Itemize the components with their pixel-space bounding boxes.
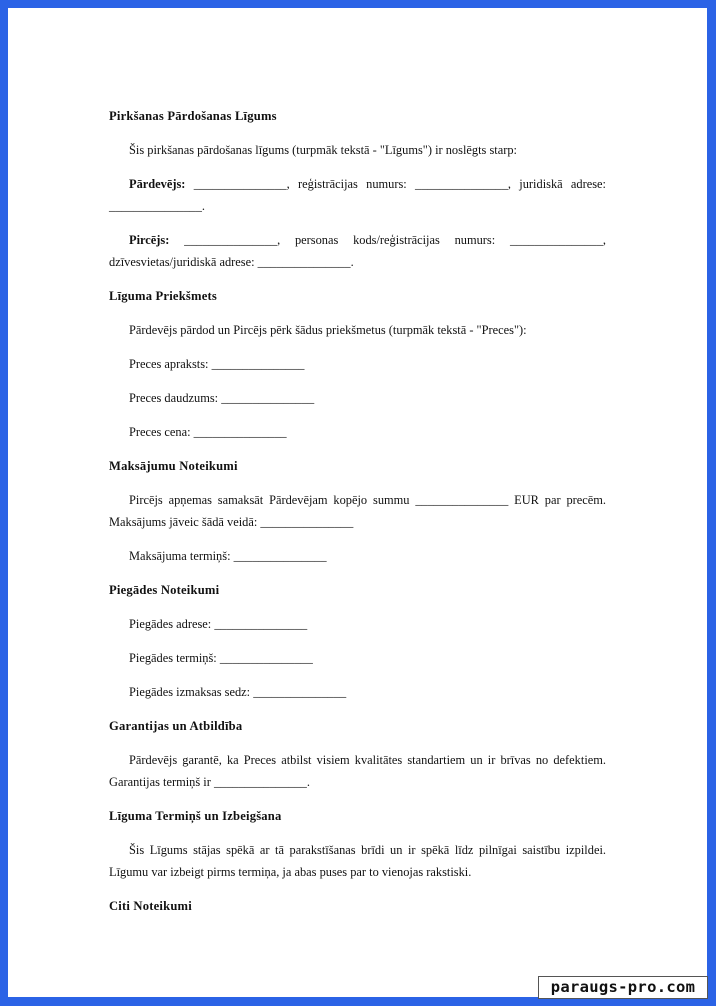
section-heading-subject: Līguma Priekšmets bbox=[109, 289, 217, 303]
warranty-paragraph: Pārdevējs garantē, ka Preces atbilst visiem kvalitātes standartiem un ir brīvas no defektiem. Garantijas termiņš ir _______________. bbox=[109, 753, 606, 789]
section-heading-other: Citi Noteikumi bbox=[109, 899, 192, 913]
section-heading-warranty: Garantijas un Atbildība bbox=[109, 719, 243, 733]
seller-paragraph bbox=[109, 173, 606, 217]
buyer-label: Pircējs: bbox=[129, 233, 170, 247]
document-title: Pirkšanas Pārdošanas Līgums bbox=[109, 109, 277, 123]
section-heading-payment: Maksājumu Noteikumi bbox=[109, 459, 238, 473]
document-page bbox=[8, 8, 707, 997]
goods-description-line: Preces apraksts: _______________ bbox=[129, 357, 305, 371]
goods-price-line: Preces cena: _______________ bbox=[129, 425, 287, 439]
seller-details: _______________, reģistrācijas numurs: _______________, juridiskā adrese: _______________. bbox=[109, 177, 606, 213]
payment-term-line: Maksājuma termiņš: _______________ bbox=[129, 549, 327, 563]
goods-quantity-line: Preces daudzums: _______________ bbox=[129, 391, 315, 405]
document-body bbox=[109, 104, 606, 917]
watermark-badge: paraugs-pro.com bbox=[538, 976, 708, 999]
payment-paragraph: Pircējs apņemas samaksāt Pārdevējam kopējo summu _______________ EUR par precēm. Maksājums jāveic šādā veidā: _______________ bbox=[109, 493, 606, 529]
term-paragraph: Šis Līgums stājas spēkā ar tā parakstīšanas brīdi un ir spēkā līdz pilnīgai saistību izpildei. Līgumu var izbeigt pirms termiņa, ja abas puses par to vienojas rakstiski. bbox=[109, 843, 606, 879]
intro-paragraph: Šis pirkšanas pārdošanas līgums (turpmāk tekstā - "Līgums") ir noslēgts starp: bbox=[129, 143, 517, 157]
subject-paragraph: Pārdevējs pārdod un Pircējs pērk šādus priekšmetus (turpmāk tekstā - "Preces"): bbox=[129, 323, 527, 337]
delivery-costs-line: Piegādes izmaksas sedz: _______________ bbox=[129, 685, 347, 699]
delivery-term-line: Piegādes termiņš: _______________ bbox=[129, 651, 313, 665]
delivery-address-line: Piegādes adrese: _______________ bbox=[129, 617, 308, 631]
seller-label: Pārdevējs: bbox=[129, 177, 186, 191]
section-heading-term: Līguma Termiņš un Izbeigšana bbox=[109, 809, 282, 823]
buyer-details: _______________, personas kods/reģistrācijas numurs: _______________, dzīvesvietas/juridiskā adrese: _______________. bbox=[109, 233, 606, 269]
section-heading-delivery: Piegādes Noteikumi bbox=[109, 583, 220, 597]
buyer-paragraph bbox=[109, 229, 606, 273]
